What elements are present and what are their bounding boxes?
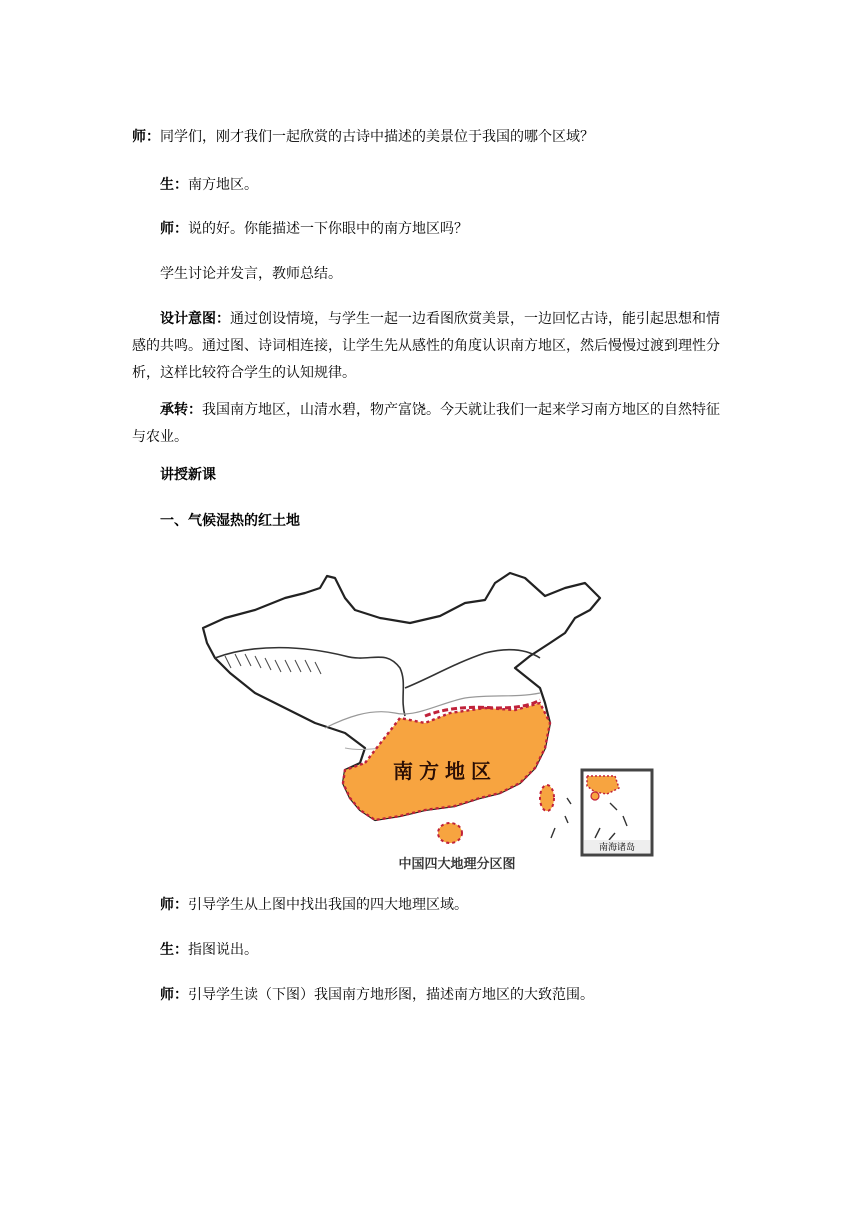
speaker-label: 承转： (160, 402, 202, 418)
paragraph-text: 我国南方地区，山清水碧，物产富饶。今天就让我们一起来学习南方地区的自然特征与农业。 (132, 402, 720, 445)
dialogue-paragraph (132, 892, 732, 919)
dialogue-paragraph (132, 124, 732, 151)
dialogue-paragraph (132, 216, 732, 243)
region-label: 南方地区 (393, 759, 497, 783)
paragraph-text: 学生讨论并发言，教师总结。 (160, 266, 342, 282)
paragraph-text: 指图说出。 (188, 942, 258, 958)
taiwan-island (540, 785, 554, 811)
speaker-label: 师： (160, 221, 188, 237)
speaker-label: 生： (160, 177, 188, 193)
speaker-label: 师： (160, 987, 188, 1003)
dialogue-paragraph (132, 937, 732, 964)
paragraph-text: 南方地区。 (188, 177, 258, 193)
speaker-label: 师： (160, 897, 188, 913)
transition-paragraph (132, 397, 732, 451)
design-intent-paragraph (132, 306, 732, 387)
paragraph-text: 引导学生从上图中找出我国的四大地理区域。 (188, 897, 468, 913)
paragraph-text: 说的好。你能描述一下你眼中的南方地区吗？ (188, 221, 468, 237)
dialogue-paragraph (132, 261, 732, 288)
paragraph-text: 同学们，刚才我们一起欣赏的古诗中描述的美景位于我国的哪个区域？ (160, 129, 594, 145)
hainan-island (438, 823, 462, 843)
dialogue-paragraph (132, 982, 732, 1009)
speaker-label: 生： (160, 942, 188, 958)
speaker-label: 师： (132, 129, 160, 145)
map-caption: 中国四大地理分区图 (398, 857, 516, 872)
section-title: 讲授新课 (160, 467, 216, 483)
paragraph-text: 引导学生读（下图）我国南方地形图，描述南方地区的大致范围。 (188, 987, 594, 1003)
dialogue-paragraph (132, 172, 732, 199)
south-china-sea-inset (582, 770, 652, 855)
paragraph-text: 通过创设情境，与学生一起一边看图欣赏美景，一边回忆古诗，能引起思想和情感的共鸣。通过图、诗词相连接，让学生先从感性的角度认识南方地区，然后慢慢过渡到理性分析，这样比较符合学生的认知规律。 (132, 311, 720, 381)
subsection-title: 一、气候湿热的红土地 (160, 513, 300, 529)
inset-label: 南海诸岛 (598, 843, 636, 853)
china-regions-map (195, 548, 665, 876)
speaker-label: 设计意图： (160, 311, 230, 327)
